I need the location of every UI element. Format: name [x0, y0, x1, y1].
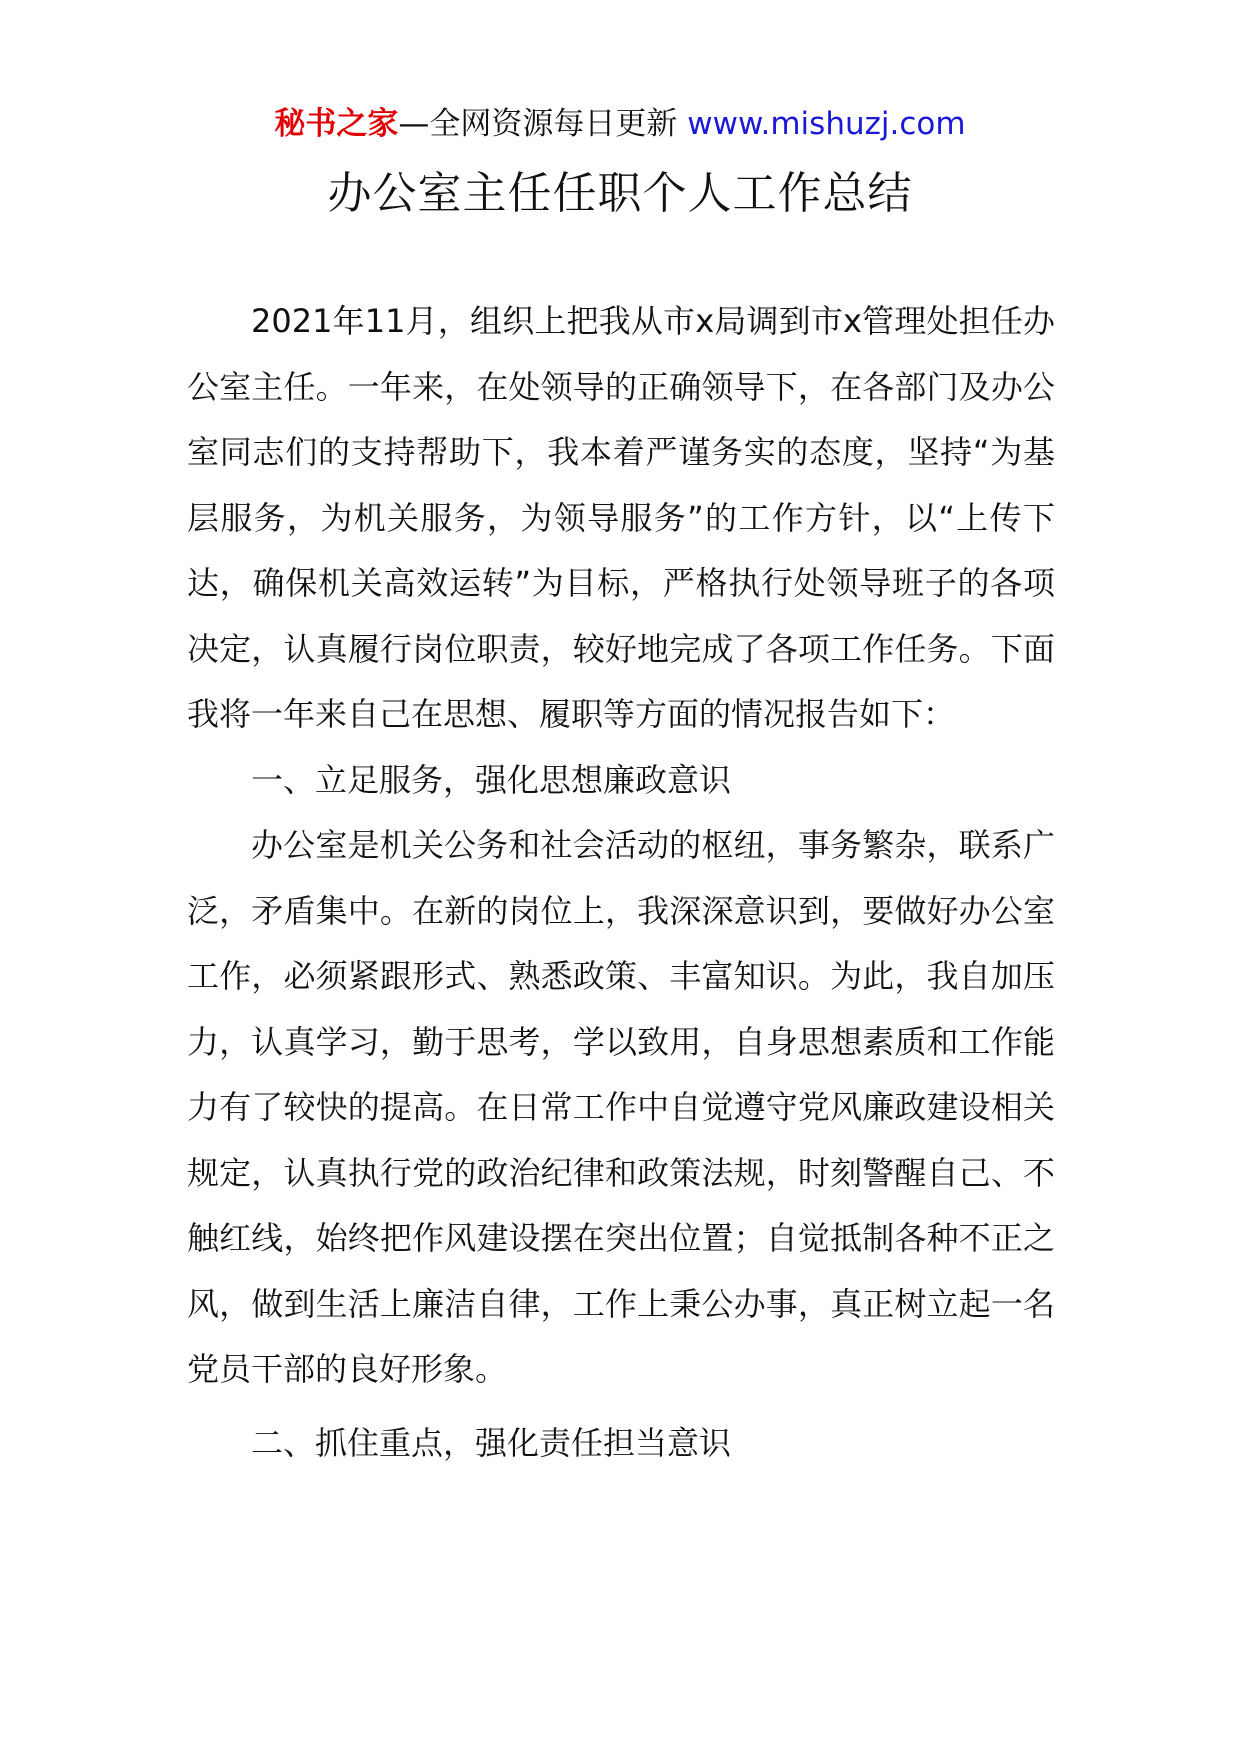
banner-slogan: —全网资源每日更新 — [398, 106, 688, 142]
section-heading-2: 二、抓住重点，强化责任担当意识 — [251, 1423, 732, 1462]
banner-brand: 秘书之家 — [274, 106, 399, 142]
paragraph-intro: 2021年11月，组织上把我从市x局调到市x管理处担任办公室主任。一年来，在处领导的正确领导下，在各部门及办公室同志们的支持帮助下，我本着严谨务实的态度，坚持“为基层服务，为机关服务，为领导服务”的工作方针，以“上传下达，确保机关高效运转”为目标，严格执行处领导班子的各项决定，认真履行岗位职责，较好地完成了各项工作任务。下面我将一年来自己在思想、履职等方面的情况报告如下： — [187, 302, 1055, 733]
banner-url-link[interactable]: www.mishuzj.com — [687, 106, 966, 142]
paragraph-section-1: 办公室是机关公务和社会活动的枢纽，事务繁杂，联系广泛，矛盾集中。在新的岗位上，我深深意识到，要做好办公室工作，必须紧跟形式、熟悉政策、丰富知识。为此，我自加压力，认真学习，勤于思考，学以致用，自身思想素质和工作能力有了较快的提高。在日常工作中自觉遵守党风廉政建设相关规定，认真执行党的政治纪律和政策法规，时刻警醒自己、不触红线，始终把作风建设摆在突出位置；自觉抵制各种不正之风，做到生活上廉洁自律，工作上秉公办事，真正树立起一名党员干部的良好形象。 — [187, 826, 1055, 1388]
section-heading-1: 一、立足服务，强化思想廉政意识 — [251, 760, 732, 799]
document-body — [187, 289, 1055, 1476]
site-banner — [0, 104, 1240, 144]
document-title: 办公室主任任职个人工作总结 — [327, 168, 913, 219]
